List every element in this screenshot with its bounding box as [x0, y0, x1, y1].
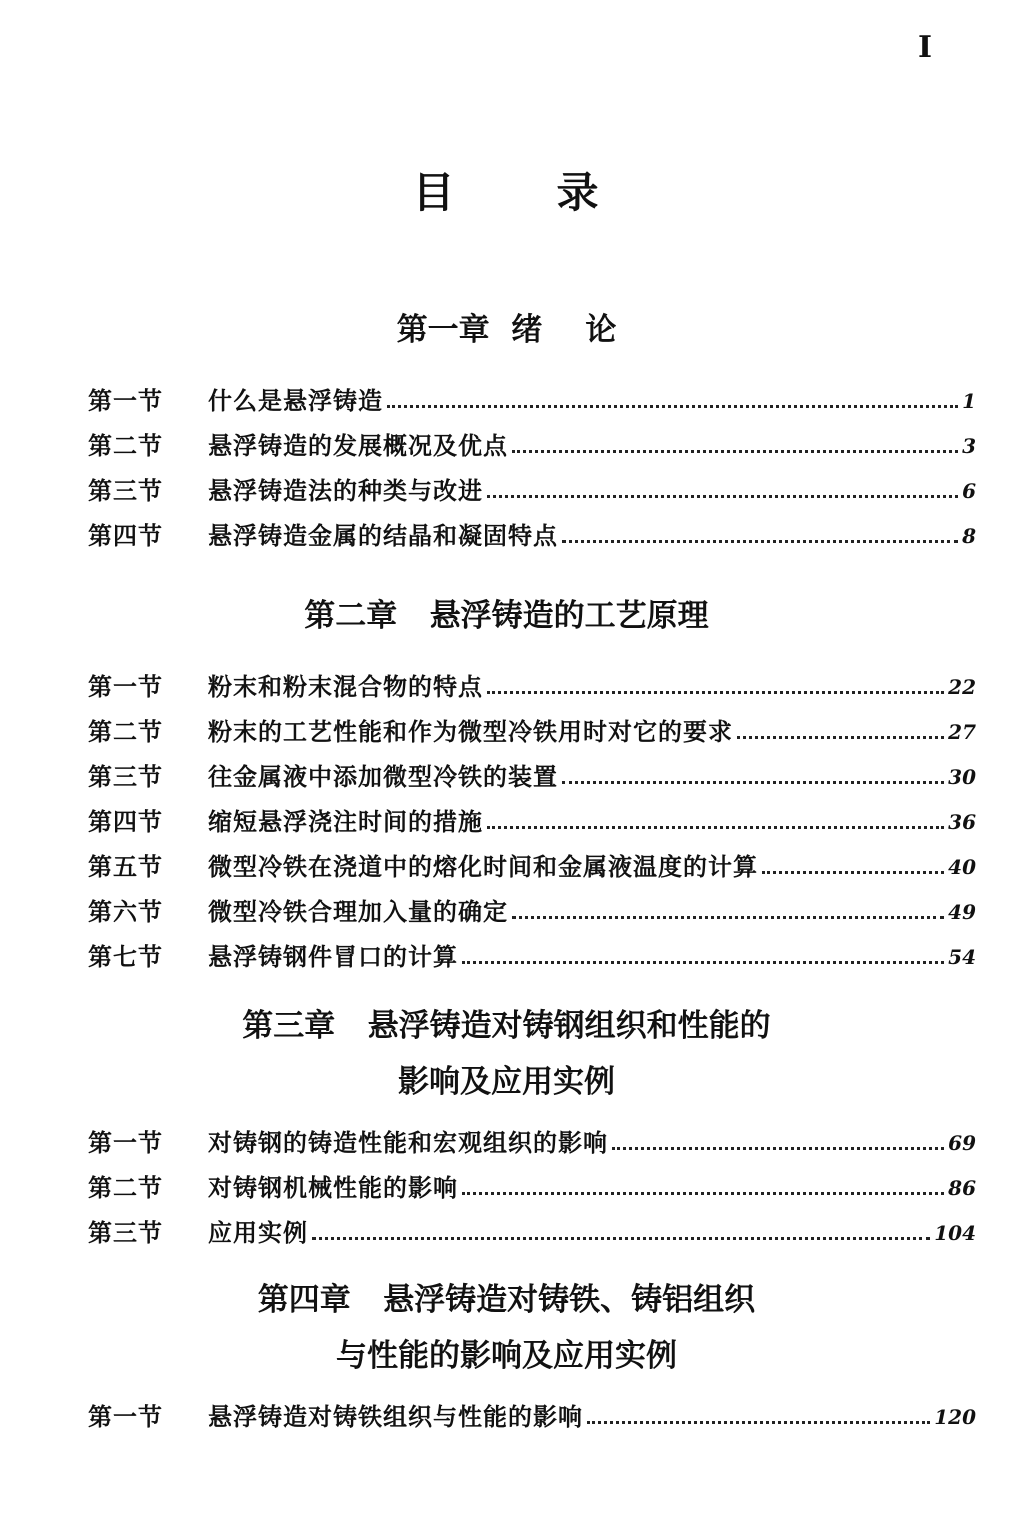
dot-leader	[587, 1421, 930, 1424]
chapter-1-heading	[0, 302, 1013, 358]
dot-leader	[487, 826, 944, 829]
section-title: 缩短悬浮浇注时间的措施	[208, 807, 483, 836]
section-number: 第三节	[88, 762, 163, 791]
chapter-heading-line: 影响及应用实例	[398, 1064, 615, 1100]
chapter-heading-line: 第二章 悬浮铸造的工艺原理	[304, 598, 709, 634]
section-number: 第三节	[88, 1218, 163, 1247]
dot-leader	[562, 781, 944, 784]
dot-leader	[612, 1147, 944, 1150]
title-char-2: 录	[556, 168, 601, 217]
chapter-heading-line: 与性能的影响及应用实例	[336, 1338, 677, 1374]
dot-leader	[487, 691, 944, 694]
toc-entry[interactable]	[88, 1392, 976, 1432]
dot-leader	[387, 405, 958, 408]
page-ref: 6	[962, 479, 976, 503]
toc-entry[interactable]	[88, 1208, 976, 1248]
section-number: 第一节	[88, 672, 163, 701]
chapter-heading-line: 第四章 悬浮铸造对铸铁、铸铝组织	[257, 1282, 756, 1318]
toc-entry[interactable]	[88, 662, 976, 702]
toc-entry[interactable]	[88, 466, 976, 506]
dot-leader	[512, 916, 944, 919]
chapter-2-heading	[0, 588, 1013, 644]
section-number: 第七节	[88, 942, 163, 971]
section-title: 悬浮铸造法的种类与改进	[208, 476, 483, 505]
section-number: 第三节	[88, 476, 163, 505]
toc-entry[interactable]	[88, 707, 976, 747]
section-number: 第二节	[88, 717, 163, 746]
page-ref: 1	[962, 389, 976, 413]
section-title: 往金属液中添加微型冷铁的装置	[208, 762, 558, 791]
dot-leader	[312, 1237, 930, 1240]
chapter-3-heading	[0, 998, 1013, 1110]
toc-entry[interactable]	[88, 421, 976, 461]
chapter-heading-line: 第三章 悬浮铸造对铸钢组织和性能的	[242, 1008, 771, 1044]
section-title: 悬浮铸造对铸铁组织与性能的影响	[208, 1402, 583, 1431]
page-ref: 8	[962, 524, 976, 548]
page-ref: 120	[934, 1405, 976, 1429]
section-number: 第六节	[88, 897, 163, 926]
page-ref: 30	[948, 765, 976, 789]
dot-leader	[462, 1192, 944, 1195]
toc-entry[interactable]	[88, 887, 976, 927]
toc-entry[interactable]	[88, 511, 976, 551]
section-title: 微型冷铁合理加入量的确定	[208, 897, 508, 926]
section-title: 悬浮铸造的发展概况及优点	[208, 431, 508, 460]
section-number: 第四节	[88, 807, 163, 836]
page-ref: 22	[948, 675, 976, 699]
page-ref: 36	[948, 810, 976, 834]
page-ref: 104	[934, 1221, 976, 1245]
dot-leader	[462, 961, 944, 964]
dot-leader	[762, 871, 944, 874]
toc-entry[interactable]	[88, 797, 976, 837]
section-title: 悬浮铸钢件冒口的计算	[208, 942, 458, 971]
title-char-1: 目	[412, 168, 457, 217]
page-number: I	[918, 30, 933, 65]
dot-leader	[512, 450, 958, 453]
section-number: 第四节	[88, 521, 163, 550]
section-title: 粉末的工艺性能和作为微型冷铁用时对它的要求	[208, 717, 733, 746]
chapter-4-heading	[0, 1272, 1013, 1384]
section-title: 什么是悬浮铸造	[208, 386, 383, 415]
section-number: 第一节	[88, 1402, 163, 1431]
page-ref: 40	[948, 855, 976, 879]
section-title: 对铸钢机械性能的影响	[208, 1173, 458, 1202]
page-ref: 27	[948, 720, 976, 744]
section-title: 应用实例	[208, 1218, 308, 1247]
toc-entry[interactable]	[88, 932, 976, 972]
toc-entry[interactable]	[88, 752, 976, 792]
toc-entry[interactable]	[88, 376, 976, 416]
section-title: 悬浮铸造金属的结晶和凝固特点	[208, 521, 558, 550]
page-ref: 49	[948, 900, 976, 924]
toc-entry[interactable]	[88, 1118, 976, 1158]
section-number: 第一节	[88, 386, 163, 415]
page-ref: 86	[948, 1176, 976, 1200]
section-number: 第二节	[88, 431, 163, 460]
toc-entry[interactable]	[88, 1163, 976, 1203]
dot-leader	[737, 736, 944, 739]
document-title	[0, 160, 1013, 220]
page-ref: 69	[948, 1131, 976, 1155]
section-number: 第五节	[88, 852, 163, 881]
section-title: 微型冷铁在浇道中的熔化时间和金属液温度的计算	[208, 852, 758, 881]
section-number: 第一节	[88, 1128, 163, 1157]
dot-leader	[487, 495, 958, 498]
toc-entry[interactable]	[88, 842, 976, 882]
chapter-heading-line: 第一章 绪 论	[396, 312, 617, 348]
dot-leader	[562, 540, 958, 543]
page-ref: 54	[948, 945, 976, 969]
page-ref: 3	[962, 434, 976, 458]
section-title: 对铸钢的铸造性能和宏观组织的影响	[208, 1128, 608, 1157]
section-title: 粉末和粉末混合物的特点	[208, 672, 483, 701]
section-number: 第二节	[88, 1173, 163, 1202]
